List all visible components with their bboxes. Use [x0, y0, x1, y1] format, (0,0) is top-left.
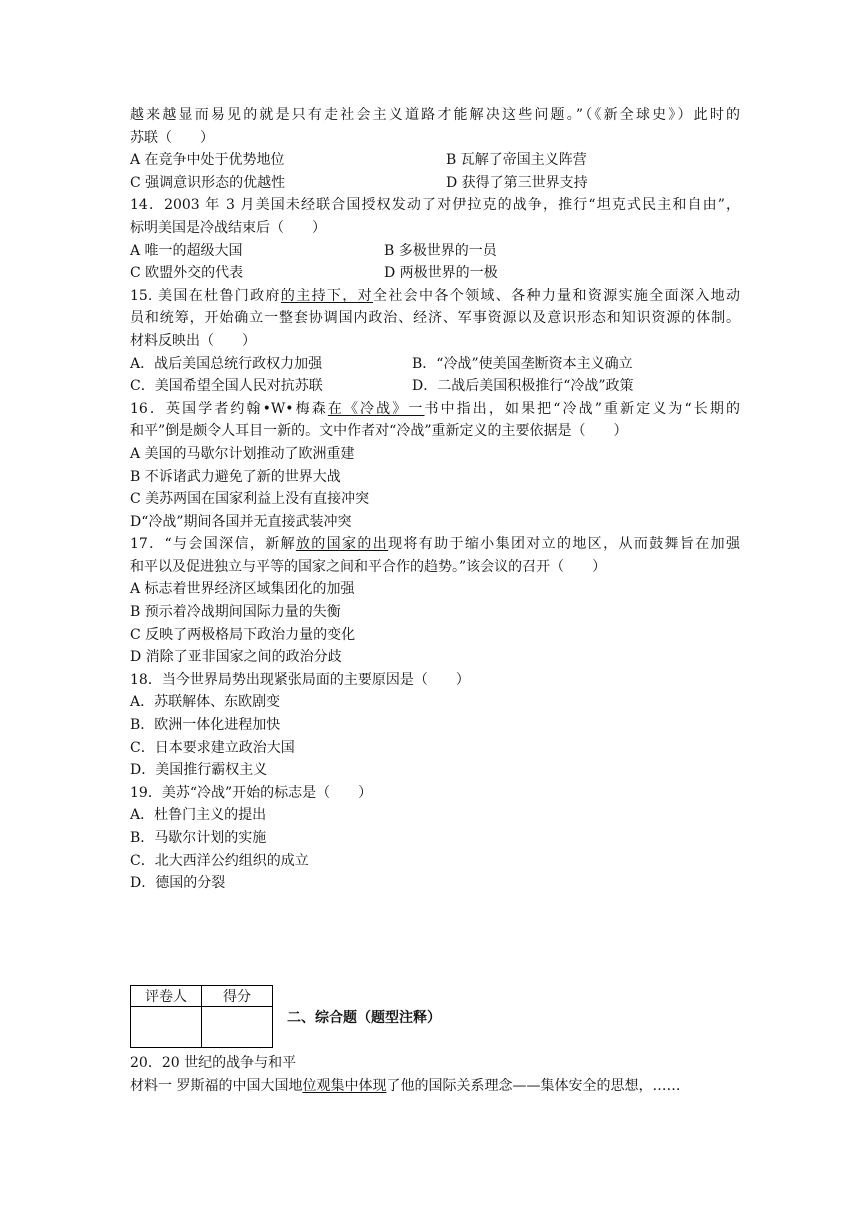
- q20-text: 材料一 罗斯福的中国大国地: [130, 1077, 303, 1094]
- q15-text: 15. 美国在杜鲁门政府: [130, 287, 281, 304]
- q17-text: 17．“与会国深信，新解: [130, 536, 296, 553]
- q13-stem-line2: 苏联（ ）: [130, 129, 214, 146]
- q19-option-a: A．杜鲁门主义的提出: [130, 807, 267, 824]
- q15-option-d: D．二战后美国积极推行“冷战”政策: [412, 378, 634, 395]
- q15-text: 全社会中各个领域、各种力量和资源实施全面深入地动: [372, 287, 741, 304]
- q19-option-b: B．马歇尔计划的实施: [130, 830, 267, 846]
- score-cell: [202, 1007, 273, 1048]
- q16-text: 16．英国学者约翰•W•梅森: [130, 400, 328, 417]
- score-header: 得分: [202, 986, 273, 1007]
- q16-stem-line1: [130, 398, 740, 421]
- q20-block: [130, 1052, 740, 1097]
- q15-stem-line3: 材料反映出（ ）: [130, 332, 256, 349]
- q18-stem: 18．当今世界局势出现紧张局面的主要原因是（ ）: [130, 671, 470, 688]
- q20-title: 20．20 世纪的战争与和平: [130, 1055, 297, 1071]
- q16-option-a: A 美国的马歇尔计划推动了欧洲重建: [130, 445, 355, 462]
- q16-option-c: C 美苏两国在国家利益上没有直接冲突: [130, 491, 370, 508]
- section-title: 二、综合题（题型注释）: [287, 1009, 441, 1026]
- q15-options-row1: [130, 353, 740, 376]
- q19-option-d: D．德国的分裂: [130, 875, 226, 892]
- q14-option-c: C 欧盟外交的代表: [130, 265, 244, 282]
- q14-option-a: A 唯一的超级大国: [130, 242, 243, 259]
- q18-option-d: D．美国推行霸权主义: [130, 762, 268, 779]
- q18-option-c: C．日本要求建立政治大国: [130, 739, 295, 756]
- q19-stem: 19．美苏“冷战”开始的标志是（ ）: [130, 784, 373, 801]
- q16-option-b: B 不诉诸武力避免了新的世界大战: [130, 468, 341, 485]
- q16-underlined-text: 在《冷战》一: [327, 400, 425, 417]
- q15-stem-line2: 员和统筹，开始确立一整套协调国内政治、经济、军事资源以及意识形态和知识资源的体制。: [130, 310, 740, 327]
- q14-stem-line2: 标明美国是冷战结束后（ ）: [130, 219, 326, 236]
- q14-options-row1: [130, 240, 740, 263]
- q16-text: 书中指出，如果把“冷战”重新定义为“长期的: [424, 400, 740, 417]
- question-list: [130, 104, 740, 895]
- reviewer-header: 评卷人: [131, 986, 202, 1007]
- q14-stem-line1: 14．2003 年 3 月美国未经联合国授权发动了对伊拉克的战争，推行“坦克式民主和自由”，: [130, 197, 740, 214]
- q13-option-d: D 获得了第三世界支持: [446, 174, 588, 191]
- score-box: [130, 985, 273, 1048]
- q14-option-b: B 多极世界的一员: [384, 242, 497, 259]
- q19-option-c: C．北大西洋公约组织的成立: [130, 852, 309, 869]
- q17-option-b: B 预示着冷战期间国际力量的失衡: [130, 604, 341, 621]
- q16-option-d: D“冷战”期间各国并无直接武装冲突: [130, 513, 352, 530]
- q13-option-a: A 在竞争中处于优势地位: [130, 152, 285, 169]
- q13-options-row1: [130, 149, 740, 172]
- reviewer-cell: [131, 1007, 202, 1048]
- q15-underlined-text: 的主持下，对: [280, 287, 373, 304]
- q17-stem-line2: 和平以及促进独立与平等的国家之间和平合作的趋势。”该会议的召开（ ）: [130, 558, 607, 575]
- q17-text: 现将有助于缩小集团对立的地区，从而鼓舞旨在加强: [388, 536, 740, 553]
- q13-option-b: B 瓦解了帝国主义阵营: [446, 152, 587, 169]
- q14-option-d: D 两极世界的一极: [384, 265, 498, 282]
- q17-underlined-text: 放的国家的出: [295, 536, 389, 553]
- section2-header: [130, 985, 441, 1048]
- q17-stem-line1: [130, 533, 740, 556]
- q16-stem-line2: 和平”倒是颇令人耳目一新的。文中作者对“冷战”重新定义的主要依据是（ ）: [130, 423, 628, 440]
- q14-options-row2: [130, 262, 740, 285]
- q15-option-b: B．“冷战”使美国垄断资本主义确立: [412, 355, 633, 372]
- q18-option-a: A．苏联解体、东欧剧变: [130, 694, 281, 711]
- q18-option-b: B．欧洲一体化进程加快: [130, 717, 281, 734]
- q13-options-row2: [130, 172, 740, 195]
- q15-stem-line1: [130, 285, 740, 308]
- q17-option-a: A 标志着世界经济区域集团化的加强: [130, 581, 355, 598]
- q15-options-row2: [130, 375, 740, 398]
- q15-option-a: A．战后美国总统行政权力加强: [130, 355, 323, 372]
- q20-underlined-text: 位观集中体现: [302, 1077, 387, 1094]
- q15-option-c: C．美国希望全国人民对抗苏联: [130, 378, 323, 395]
- q20-text: 了他的国际关系理念——集体安全的思想，……: [386, 1077, 681, 1094]
- q13-option-c: C 强调意识形态的优越性: [130, 174, 286, 191]
- q17-option-d: D 消除了亚非国家之间的政治分歧: [130, 649, 342, 666]
- q13-stem-line1: 越来越显而易见的就是只有走社会主义道路才能解决这些问题。”（《新全球史》）此时的: [130, 107, 740, 123]
- q17-option-c: C 反映了两极格局下政治力量的变化: [130, 626, 356, 643]
- q20-material1: [130, 1075, 740, 1098]
